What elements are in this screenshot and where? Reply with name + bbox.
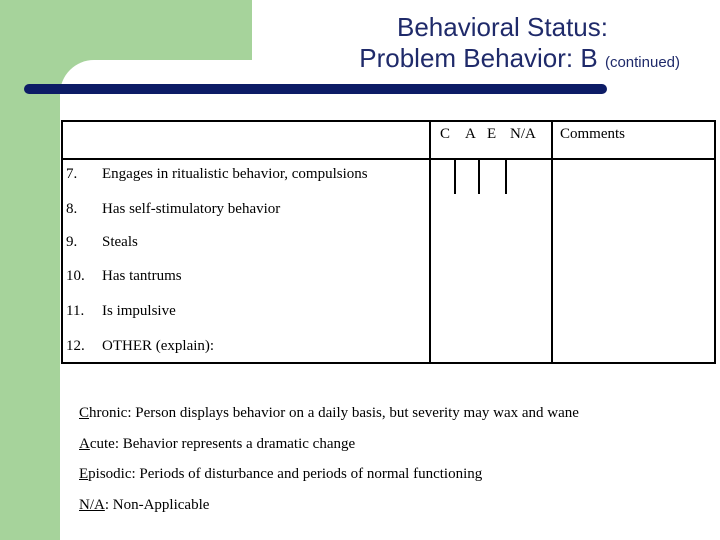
legend-episodic (79, 466, 482, 483)
header-c: C (440, 126, 451, 142)
table-col-line-e (478, 158, 480, 194)
title-line-1: Behavioral Status: (396, 12, 608, 42)
header-na: N/A (510, 126, 536, 142)
row-number: 12. (66, 338, 85, 354)
title-divider-rule (24, 84, 607, 94)
legend-text: : Non-Applicable (104, 497, 210, 513)
legend-text: hronic: Person displays behavior on a daily basis, but severity may wax and wane (89, 405, 579, 421)
title-line-2-text: Problem Behavior: B (359, 43, 598, 73)
legend-key: E (79, 466, 89, 482)
table-header-divider (61, 158, 716, 160)
behavior-table (61, 120, 716, 364)
table-col-line-comments (551, 120, 553, 364)
row-text: Steals (102, 234, 138, 250)
table-col-line-a (454, 158, 456, 194)
legend-not-applicable (79, 497, 209, 514)
row-text: Has self-stimulatory behavior (102, 201, 281, 217)
title-line-2 (359, 43, 680, 78)
table-row (66, 303, 176, 320)
table-row (66, 201, 280, 218)
row-number: 11. (66, 303, 85, 319)
legend-text: cute: Behavior represents a dramatic change (89, 436, 356, 452)
legend-key: C (79, 405, 90, 421)
legend-acute (79, 436, 355, 453)
table-row (66, 338, 214, 355)
table-col-line-na (505, 158, 507, 194)
title-continued: (continued) (604, 54, 680, 71)
legend-chronic (79, 405, 579, 422)
table-col-line-c (429, 120, 431, 364)
legend-key: A (79, 436, 90, 452)
legend-key: N/A (79, 497, 105, 513)
slide-title (359, 12, 680, 78)
table-row (66, 268, 182, 285)
row-text: Engages in ritualistic behavior, compulsions (102, 166, 368, 182)
row-text: Has tantrums (102, 268, 182, 284)
row-text: OTHER (explain): (102, 338, 215, 354)
legend-text: pisodic: Periods of disturbance and periods of normal functioning (88, 466, 483, 482)
table-row (66, 234, 138, 251)
row-number: 7. (66, 166, 78, 182)
table-row (66, 166, 368, 183)
row-text: Is impulsive (102, 303, 176, 319)
row-number: 10. (66, 268, 85, 284)
header-e: E (487, 126, 497, 142)
header-comments: Comments (560, 126, 626, 142)
header-a: A (465, 126, 476, 142)
row-number: 8. (66, 201, 78, 217)
row-number: 9. (66, 234, 78, 250)
